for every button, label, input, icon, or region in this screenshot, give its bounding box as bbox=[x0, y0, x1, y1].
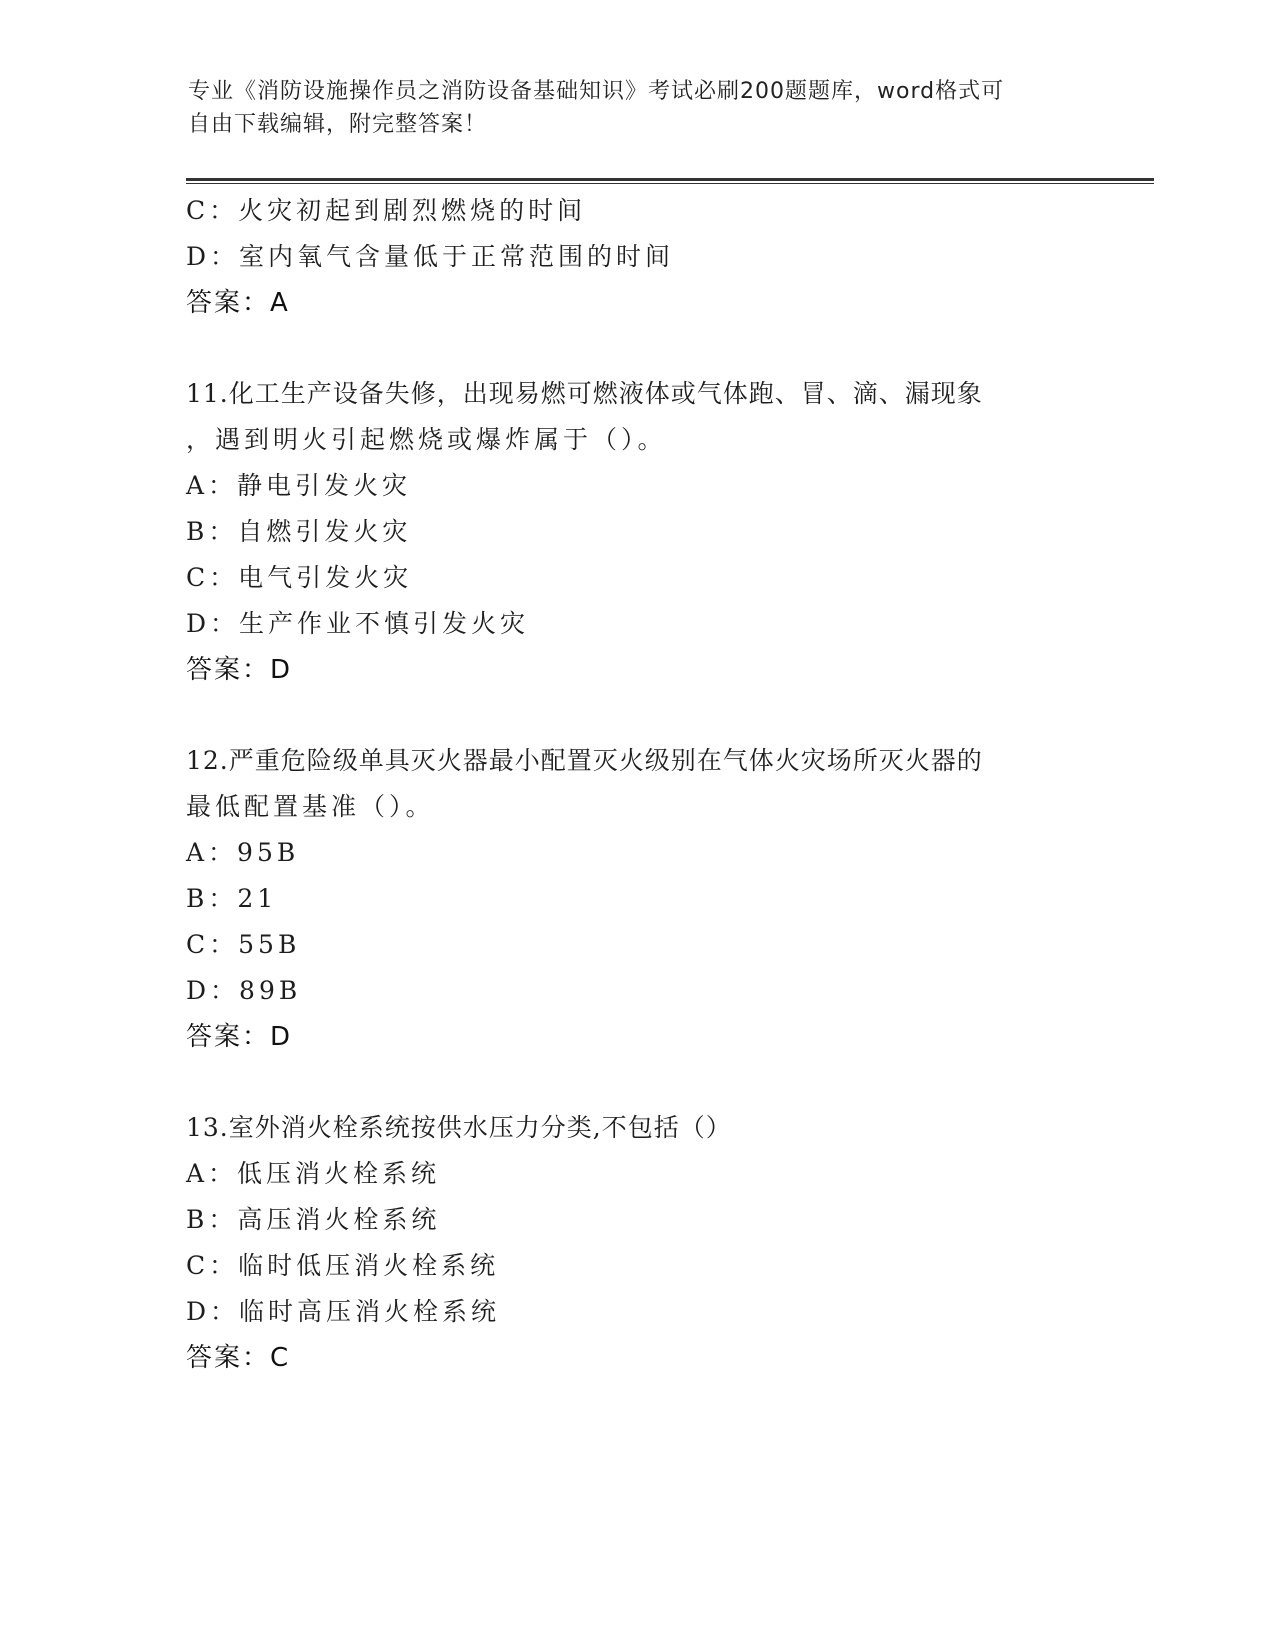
question-stem-line-1: 11.化工生产设备失修，出现易燃可燃液体或气体跑、冒、滴、漏现象 bbox=[186, 379, 983, 408]
option-c: C：火灾初起到剧烈燃烧的时间 bbox=[186, 196, 587, 225]
option-d: D：临时高压消火栓系统 bbox=[186, 1297, 501, 1326]
option-d: D：生产作业不慎引发火灾 bbox=[186, 609, 530, 638]
option-b: B：自燃引发火灾 bbox=[186, 517, 412, 546]
option-a: A：95B bbox=[186, 838, 300, 867]
option-a: A：静电引发火灾 bbox=[186, 471, 412, 500]
option-b: B：高压消火栓系统 bbox=[186, 1205, 441, 1234]
question-spacer bbox=[186, 326, 1086, 371]
question-10-partial bbox=[186, 188, 1086, 326]
question-list bbox=[186, 188, 1086, 1381]
question-spacer bbox=[186, 693, 1086, 738]
question-12 bbox=[186, 738, 1086, 1060]
option-c: C：临时低压消火栓系统 bbox=[186, 1251, 500, 1280]
question-11 bbox=[186, 371, 1086, 693]
header-title-line-1: 专业《消防设施操作员之消防设备基础知识》考试必刷200题题库，word格式可 bbox=[188, 79, 1005, 104]
option-d: D：89B bbox=[186, 976, 302, 1005]
question-stem-line-1: 13.室外消火栓系统按供水压力分类,不包括（） bbox=[186, 1113, 732, 1142]
question-stem-line-1: 12.严重危险级单具灭火器最小配置灭火级别在气体火灾场所灭火器的 bbox=[186, 746, 983, 775]
option-d: D：室内氧气含量低于正常范围的时间 bbox=[186, 242, 675, 271]
question-spacer bbox=[186, 1060, 1086, 1105]
answer-line: 答案：A bbox=[186, 288, 290, 318]
answer-line: 答案：D bbox=[186, 655, 293, 685]
header-divider-thick bbox=[186, 178, 1154, 181]
answer-line: 答案：D bbox=[186, 1022, 293, 1052]
answer-line: 答案：C bbox=[186, 1343, 291, 1373]
question-13 bbox=[186, 1105, 1086, 1381]
option-a: A：低压消火栓系统 bbox=[186, 1159, 441, 1188]
option-b: B：21 bbox=[186, 884, 278, 913]
option-c: C：电气引发火灾 bbox=[186, 563, 413, 592]
question-stem-line-2: ，遇到明火引起燃烧或爆炸属于（）。 bbox=[186, 425, 667, 454]
document-header bbox=[188, 75, 1088, 141]
question-stem-line-2: 最低配置基准（）。 bbox=[186, 792, 435, 821]
option-c: C：55B bbox=[186, 930, 301, 959]
header-divider-thin bbox=[186, 183, 1154, 184]
header-title-line-2: 自由下载编辑，附完整答案！ bbox=[188, 112, 488, 137]
